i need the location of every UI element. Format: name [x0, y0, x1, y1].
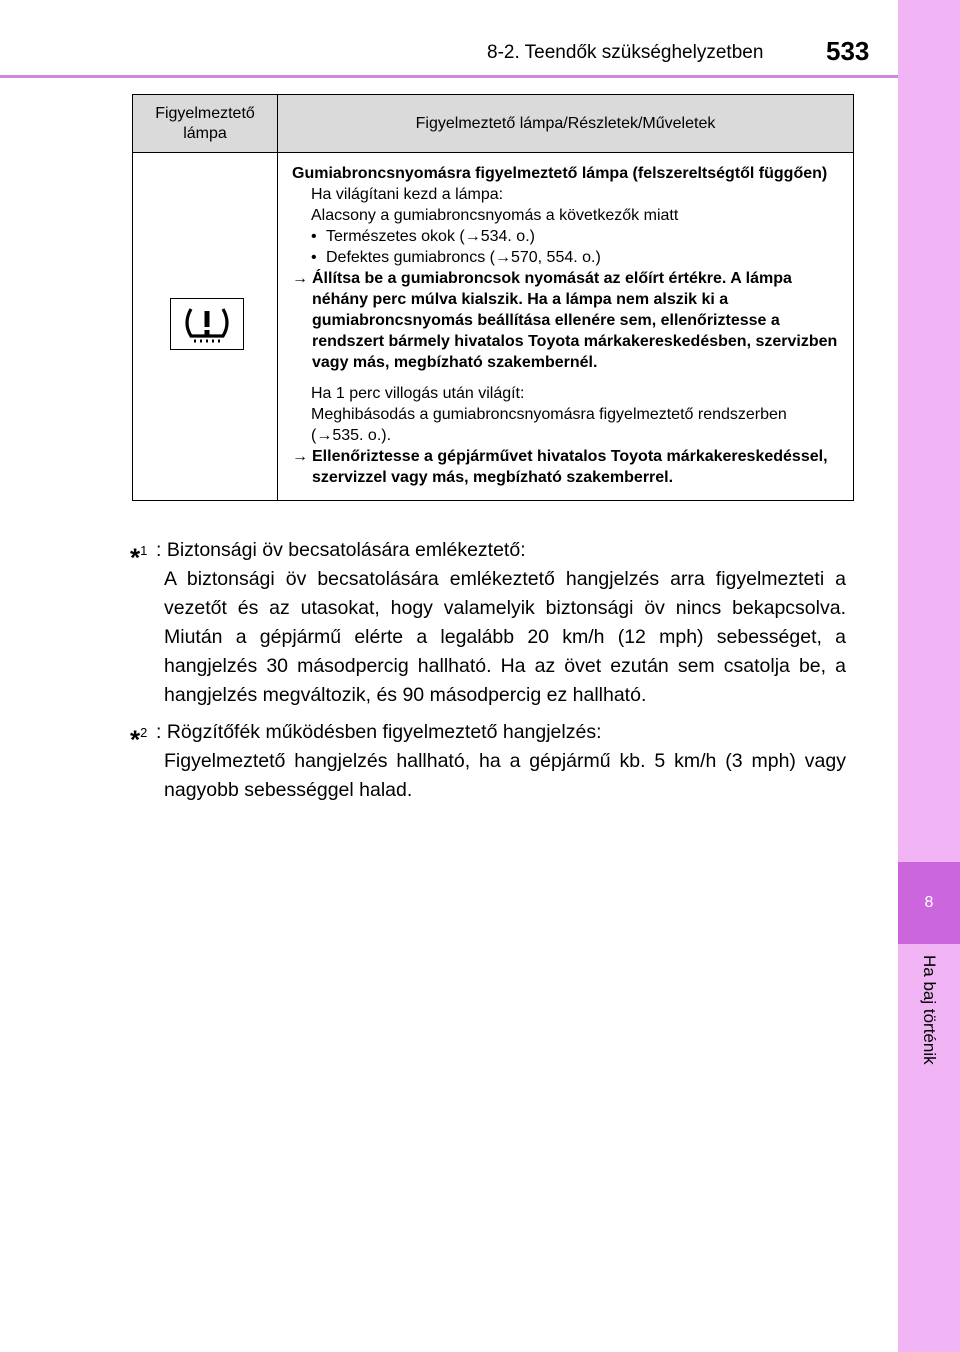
action-dealer-check — [292, 446, 839, 488]
action-text: Állítsa be a gumiabroncsok nyomását az előírt értékre. A lámpa néhány perc múlva kialszik. Ha a lámpa nem alszik ki a gumiabroncsnyomás beállítása ellenére sem, ellenőriztesse a rendszert bármely hivatalos Toyota márkakereskedésben, szervizben vagy más, megbízható szakembernél. — [312, 270, 838, 371]
column-header-details: Figyelmeztető lámpa/Részletek/Műveletek — [278, 95, 854, 153]
footnote-mark: *$^1$ — [130, 542, 148, 573]
bullet-mark: • — [311, 228, 317, 245]
cause-intro: Alacsony a gumiabroncsnyomás a következők miatt — [311, 207, 679, 224]
footnotes — [130, 536, 846, 813]
header-divider — [0, 75, 898, 78]
table-header-row — [133, 95, 854, 153]
footnote-heading: : Rögzítőfék működésben figyelmeztető hangjelzés: — [156, 721, 602, 743]
arrow-icon: → — [292, 448, 308, 465]
tire-pressure-warning-icon — [170, 298, 244, 350]
footnote-2 — [130, 718, 846, 805]
action-text: Ellenőriztesse a gépjárművet hivatalos Toyota márkakereskedéssel, szervizzel vagy más, megbízható szakemberrel. — [312, 448, 828, 486]
action-adjust-pressure — [292, 268, 839, 373]
column-header-lamp: Figyelmeztető lámpa — [133, 95, 278, 153]
footnote-1 — [130, 536, 846, 710]
arrow-icon: → — [292, 270, 308, 287]
cause-natural: Természetes okok (→534. o.) — [326, 228, 535, 245]
list-item — [292, 247, 839, 268]
footnote-heading: : Biztonsági öv becsatolására emlékeztető: — [156, 539, 526, 561]
table-row — [133, 153, 854, 501]
lamp-cell — [133, 153, 278, 501]
footnote-text: Figyelmeztető hangjelzés hallható, ha a gépjármű kb. 5 km/h (3 mph) vagy nagyobb sebességgel halad. — [164, 750, 846, 801]
condition-on: Ha világítani kezd a lámpa: — [311, 186, 504, 203]
malfunction-text: Meghibásodás a gumiabroncsnyomásra figyelmeztető rendszerben (→535. o.). — [311, 406, 787, 444]
list-item — [292, 226, 839, 247]
footnote-text: A biztonsági öv becsatolására emlékeztető hangjelzés arra figyelmezteti a vezetőt és az utasokat, hogy valamelyik biztonsági öv nincs bekapcsolva. Miután a gépjármű elérte a legalább 20 km/h (12 mph) sebességet, a hangjelzés 30 másodpercig hallható. Ha az övet ezután sem csatolja be, a hangjelzés megváltozik, és 90 másodpercig ez hallható. — [164, 568, 846, 706]
footnote-mark: *$^2$ — [130, 724, 148, 755]
cause-flat-tire: Defektes gumiabroncs (→570, 554. o.) — [326, 249, 601, 266]
chapter-side-tab — [898, 0, 960, 1352]
warning-title: Gumiabroncsnyomásra figyelmeztető lámpa (felszereltségtől függően) — [292, 165, 828, 182]
page-number: 533 — [826, 36, 870, 66]
condition-blinking: Ha 1 perc villogás után világít: — [311, 385, 525, 402]
details-cell — [278, 153, 854, 501]
bullet-mark: • — [311, 249, 317, 266]
chapter-number: 8 — [924, 894, 934, 911]
warning-light-table — [132, 94, 854, 501]
section-title: 8-2. Teendők szükséghelyzetben — [487, 42, 764, 63]
chapter-number-box — [898, 862, 960, 944]
chapter-label: Ha baj történik — [920, 955, 939, 1065]
